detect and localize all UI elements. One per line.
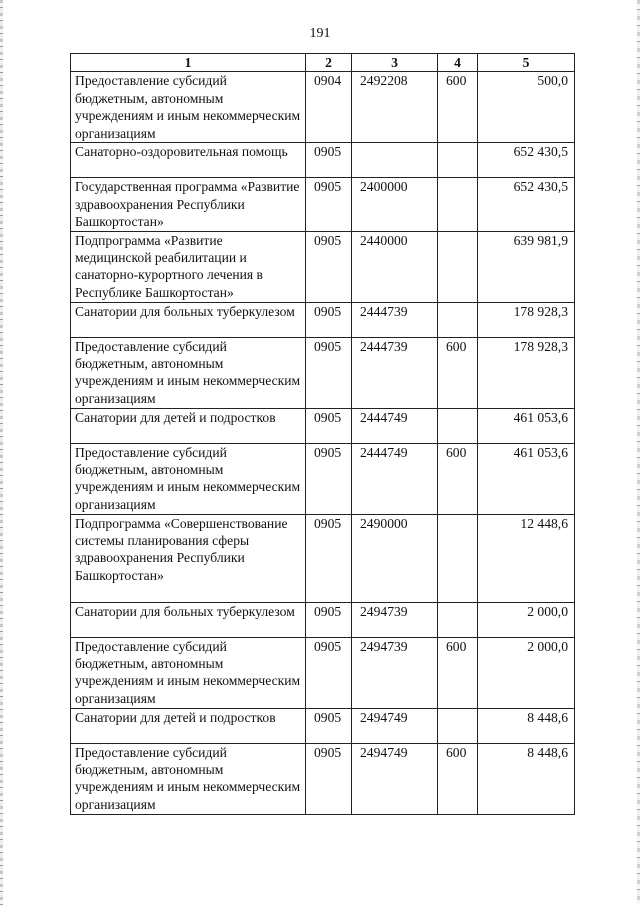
row-amount-cell: 461 053,6 [478, 408, 575, 443]
row-type-cell: 600 [438, 337, 478, 408]
row-section-cell: 0905 [306, 708, 352, 743]
row-target-cell: 2400000 [352, 178, 438, 231]
row-name-cell: Подпрограмма «Совершенствование системы планирования сферы здравоохранения Республики Башкортостан» [71, 514, 306, 602]
column-header-4: 4 [438, 54, 478, 72]
row-target-cell: 2494749 [352, 708, 438, 743]
page-number: 191 [309, 26, 331, 41]
row-target-cell: 2444739 [352, 302, 438, 337]
row-target-cell [352, 143, 438, 178]
table-row [71, 743, 575, 814]
row-amount-cell: 8 448,6 [478, 708, 575, 743]
row-amount-cell: 639 981,9 [478, 231, 575, 302]
row-section-cell: 0905 [306, 743, 352, 814]
row-name-cell: Подпрограмма «Развитие медицинской реабилитации и санаторно-курортного лечения в Республике Башкортостан» [71, 231, 306, 302]
row-target-cell: 2490000 [352, 514, 438, 602]
row-target-cell: 2494739 [352, 637, 438, 708]
table-row [71, 514, 575, 602]
column-header-2: 2 [306, 54, 352, 72]
budget-table [70, 53, 575, 815]
row-name-cell: Предоставление субсидий бюджетным, автономным учреждениям и иным некоммерческим организациям [71, 443, 306, 514]
row-target-cell: 2494739 [352, 602, 438, 637]
row-section-cell: 0905 [306, 143, 352, 178]
row-section-cell: 0905 [306, 231, 352, 302]
table-row [71, 302, 575, 337]
row-type-cell: 600 [438, 743, 478, 814]
row-section-cell: 0905 [306, 514, 352, 602]
row-amount-cell: 500,0 [478, 72, 575, 143]
row-amount-cell: 178 928,3 [478, 302, 575, 337]
scan-edge-left [0, 0, 3, 905]
row-name-cell: Санаторно-оздоровительная помощь [71, 143, 306, 178]
row-section-cell: 0905 [306, 178, 352, 231]
column-header-5: 5 [478, 54, 575, 72]
table-row [71, 708, 575, 743]
row-name-cell: Санатории для детей и подростков [71, 708, 306, 743]
table-row [71, 408, 575, 443]
table-row [71, 337, 575, 408]
row-type-cell: 600 [438, 72, 478, 143]
table-row [71, 443, 575, 514]
row-name-cell: Предоставление субсидий бюджетным, автономным учреждениям и иным некоммерческим организациям [71, 637, 306, 708]
row-amount-cell: 652 430,5 [478, 178, 575, 231]
row-name-cell: Санатории для больных туберкулезом [71, 602, 306, 637]
row-name-cell: Предоставление субсидий бюджетным, автономным учреждениям и иным некоммерческим организациям [71, 72, 306, 143]
table-row [71, 231, 575, 302]
row-section-cell: 0905 [306, 302, 352, 337]
table-header-row [71, 54, 575, 72]
row-amount-cell: 8 448,6 [478, 743, 575, 814]
column-header-3: 3 [352, 54, 438, 72]
row-type-cell [438, 178, 478, 231]
table-row [71, 602, 575, 637]
row-type-cell [438, 708, 478, 743]
row-target-cell: 2494749 [352, 743, 438, 814]
row-type-cell: 600 [438, 637, 478, 708]
row-amount-cell: 2 000,0 [478, 637, 575, 708]
row-target-cell: 2444749 [352, 443, 438, 514]
table-row [71, 178, 575, 231]
table-row [71, 637, 575, 708]
row-name-cell: Предоставление субсидий бюджетным, автономным учреждениям и иным некоммерческим организациям [71, 337, 306, 408]
row-amount-cell: 2 000,0 [478, 602, 575, 637]
column-header-1: 1 [71, 54, 306, 72]
row-type-cell [438, 602, 478, 637]
row-name-cell: Санатории для больных туберкулезом [71, 302, 306, 337]
row-type-cell: 600 [438, 443, 478, 514]
row-amount-cell: 652 430,5 [478, 143, 575, 178]
row-type-cell [438, 143, 478, 178]
row-amount-cell: 461 053,6 [478, 443, 575, 514]
row-name-cell: Санатории для детей и подростков [71, 408, 306, 443]
row-amount-cell: 178 928,3 [478, 337, 575, 408]
row-target-cell: 2444739 [352, 337, 438, 408]
row-section-cell: 0904 [306, 72, 352, 143]
row-type-cell [438, 302, 478, 337]
row-target-cell: 2440000 [352, 231, 438, 302]
row-name-cell: Предоставление субсидий бюджетным, автономным учреждениям и иным некоммерческим организациям [71, 743, 306, 814]
row-section-cell: 0905 [306, 637, 352, 708]
row-section-cell: 0905 [306, 443, 352, 514]
row-amount-cell: 12 448,6 [478, 514, 575, 602]
row-name-cell: Государственная программа «Развитие здравоохранения Республики Башкортостан» [71, 178, 306, 231]
row-type-cell [438, 231, 478, 302]
table-row [71, 72, 575, 143]
row-type-cell [438, 408, 478, 443]
row-section-cell: 0905 [306, 337, 352, 408]
row-target-cell: 2492208 [352, 72, 438, 143]
row-section-cell: 0905 [306, 408, 352, 443]
row-type-cell [438, 514, 478, 602]
table-row [71, 143, 575, 178]
row-section-cell: 0905 [306, 602, 352, 637]
row-target-cell: 2444749 [352, 408, 438, 443]
